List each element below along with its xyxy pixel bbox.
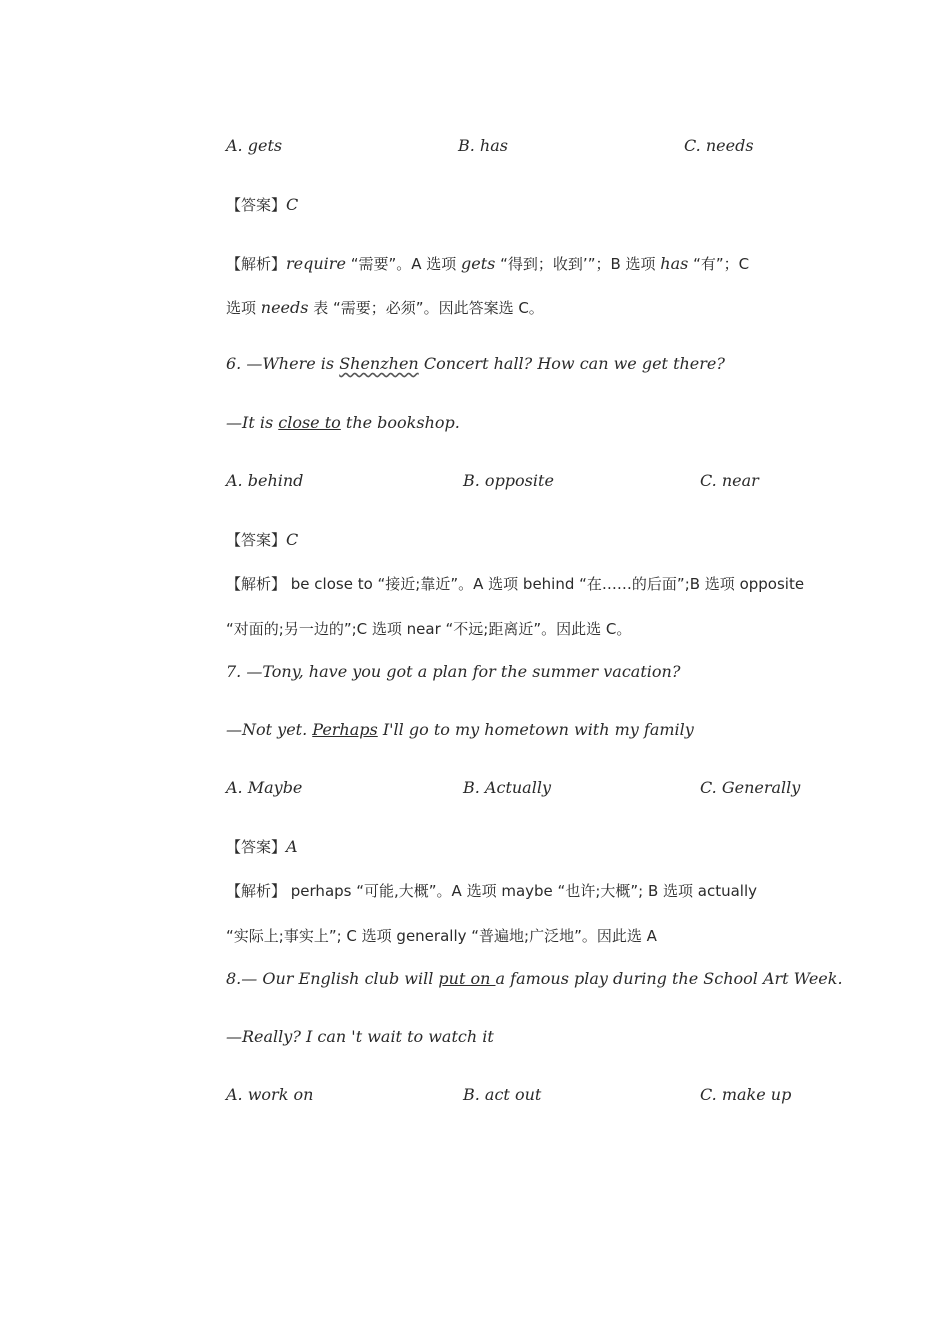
analysis-line (226, 253, 749, 274)
option-c: C. needs (684, 136, 754, 155)
analysis-line (226, 925, 657, 946)
analysis-text: “需要”。A 选项 (345, 255, 462, 273)
underlined-phrase: put on (438, 969, 496, 988)
analysis-text: be close to “接近;靠近”。A 选项 behind “在……的后面”;B 选项 opposite (286, 575, 805, 593)
question-part: Shenzhen (339, 354, 419, 373)
answer-tag: 【答案】 (226, 838, 287, 856)
response-part: —Not yet. (226, 720, 313, 739)
question-part: 6. —Where is (226, 354, 340, 373)
option-a: A. behind (226, 471, 304, 490)
option-a: A. work on (226, 1085, 314, 1104)
answer-value: C (286, 530, 299, 549)
question-text (226, 969, 843, 988)
question-text (226, 354, 725, 373)
response-text (226, 720, 694, 739)
analysis-text: require (286, 254, 346, 273)
underlined-phrase: Perhaps (312, 720, 378, 739)
answer-value: C (286, 195, 299, 214)
question-part: Concert hall? How can we get there? (418, 354, 725, 373)
analysis-text: 表 “需要；必须”。因此答案选 C。 (308, 299, 544, 317)
analysis-tag: 【解析】 (226, 255, 287, 273)
option-b: B. opposite (463, 471, 554, 490)
question-text: 7. —Tony, have you got a plan for the summer vacation? (226, 662, 681, 681)
response-text: —Really? I can 't wait to watch it (226, 1027, 494, 1046)
analysis-line (226, 573, 804, 594)
analysis-text: “实际上;事实上”; C 选项 generally “普遍地;广泛地”。因此选 A (226, 927, 657, 945)
analysis-text: 选项 (226, 299, 261, 317)
option-b: B. Actually (463, 778, 551, 797)
analysis-text: has (660, 254, 689, 273)
analysis-tag: 【解析】 (226, 882, 287, 900)
option-c: C. make up (700, 1085, 792, 1104)
analysis-text: needs (260, 298, 309, 317)
analysis-text: gets (461, 254, 496, 273)
option-b: B. act out (463, 1085, 542, 1104)
analysis-tag: 【解析】 (226, 575, 287, 593)
analysis-line (226, 618, 631, 639)
answer-value: A (286, 837, 298, 856)
analysis-line (226, 297, 544, 318)
underlined-phrase: close to (278, 413, 341, 432)
response-text (226, 413, 460, 432)
analysis-line (226, 880, 757, 901)
option-a: A. Maybe (226, 778, 303, 797)
analysis-text: “对面的;另一边的”;C 选项 near “不远;距离近”。因此选 C。 (226, 620, 632, 638)
answer-tag: 【答案】 (226, 531, 287, 549)
option-c: C. Generally (700, 778, 801, 797)
option-b: B. has (458, 136, 508, 155)
response-part: the bookshop. (340, 413, 460, 432)
option-c: C. near (700, 471, 759, 490)
question-part: a famous play during the School Art Week. (495, 969, 843, 988)
analysis-text: perhaps “可能,大概”。A 选项 maybe “也许;大概”; B 选项 actually (286, 882, 758, 900)
response-part: —It is (226, 413, 279, 432)
answer-line (226, 836, 298, 857)
answer-tag: 【答案】 (226, 196, 287, 214)
option-a: A. gets (226, 136, 283, 155)
analysis-text: “有”；C (688, 255, 750, 273)
analysis-text: “得到；收到’”；B 选项 (495, 255, 661, 273)
question-part: 8.— Our English club will (226, 969, 439, 988)
answer-line (226, 529, 298, 550)
answer-line (226, 194, 298, 215)
response-part: I'll go to my hometown with my family (377, 720, 694, 739)
